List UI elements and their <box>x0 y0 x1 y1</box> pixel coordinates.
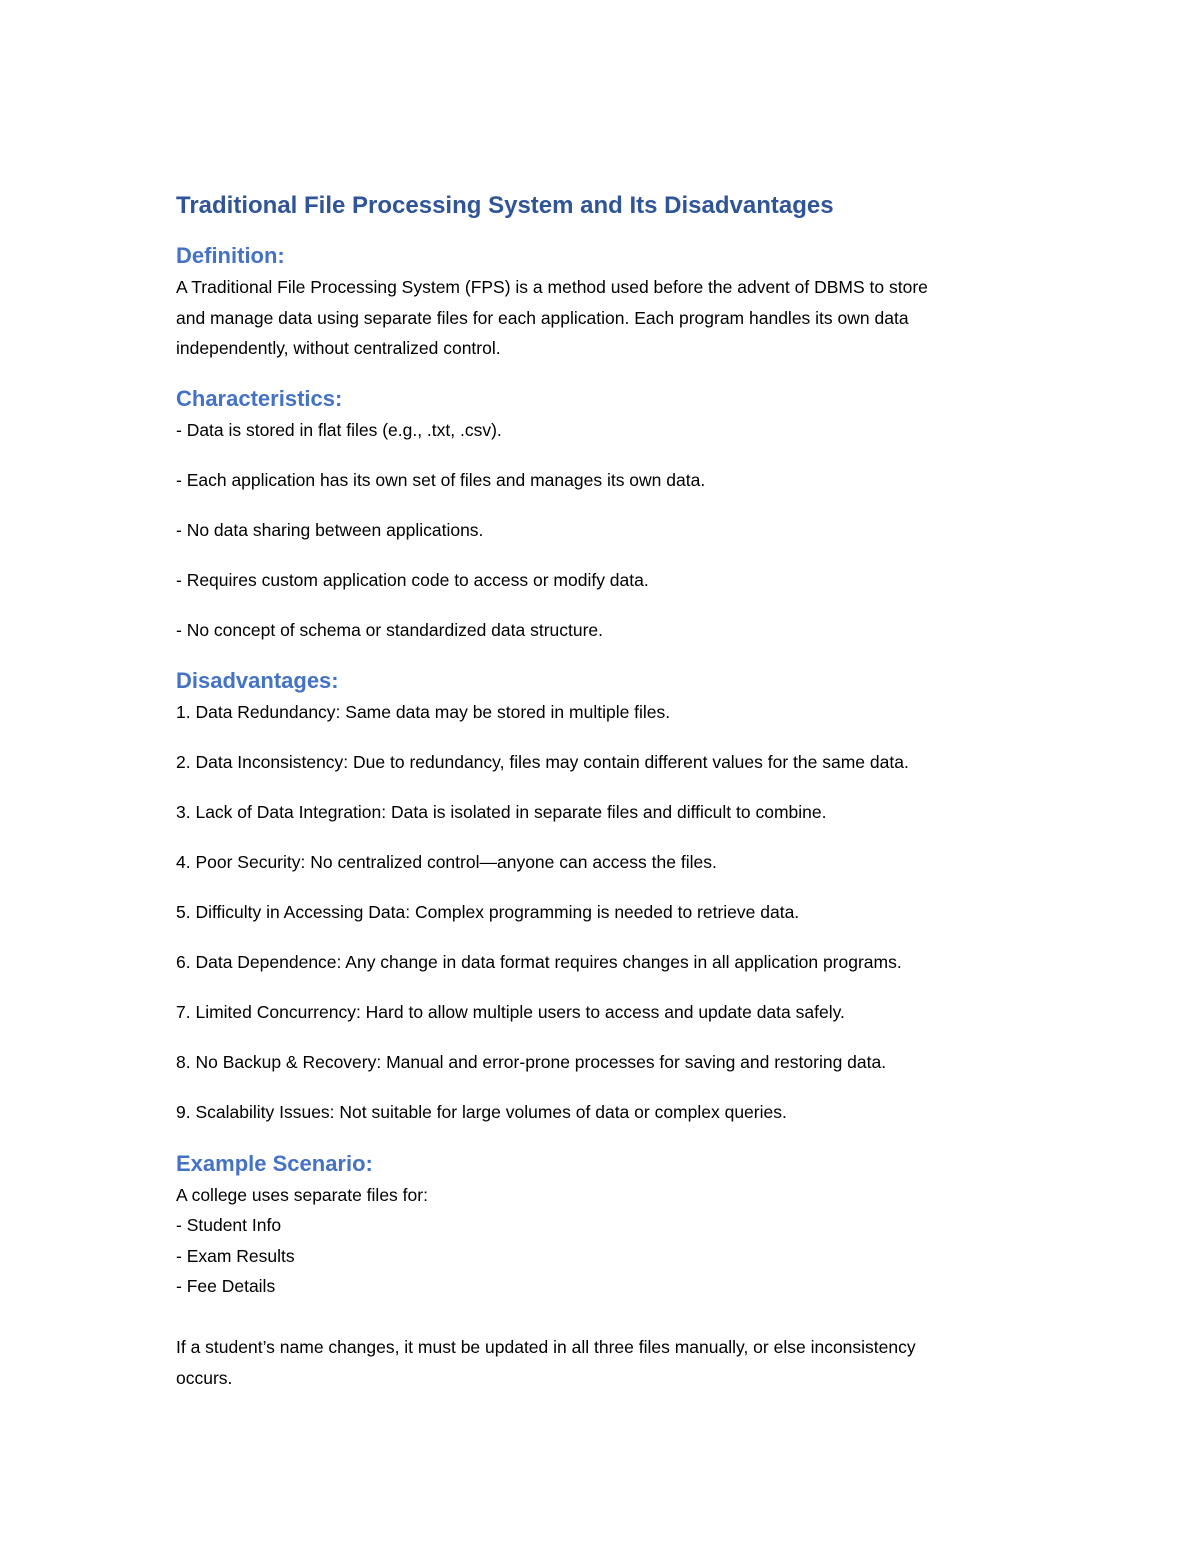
disadvantage-item: 2. Data Inconsistency: Due to redundancy, files may contain different values for the same data. <box>176 752 909 772</box>
characteristics-list <box>176 415 1036 646</box>
example-file-item: - Fee Details <box>176 1276 276 1296</box>
disadvantage-item: 4. Poor Security: No centralized control—anyone can access the files. <box>176 852 717 872</box>
example-conclusion-line: occurs. <box>176 1367 233 1388</box>
characteristic-item: - Each application has its own set of files and manages its own data. <box>176 469 706 490</box>
example-file-item: - Student Info <box>176 1215 282 1235</box>
example-file-item: - Exam Results <box>176 1245 295 1266</box>
characteristic-item: - Data is stored in flat files (e.g., .txt, .csv). <box>176 419 502 440</box>
definition-paragraph <box>176 272 1036 364</box>
definition-line: independently, without centralized control. <box>176 338 501 358</box>
disadvantage-item: 3. Lack of Data Integration: Data is isolated in separate files and difficult to combine. <box>176 802 827 822</box>
page-title: Traditional File Processing System and Its Disadvantages <box>176 192 834 219</box>
definition-heading: Definition: <box>176 243 285 268</box>
definition-line: A Traditional File Processing System (FPS) is a method used before the advent of DBMS to store <box>176 277 928 297</box>
document-body <box>176 188 1036 1393</box>
characteristic-item: - Requires custom application code to access or modify data. <box>176 569 649 590</box>
disadvantages-list <box>176 697 1036 1128</box>
example-heading: Example Scenario: <box>176 1150 373 1176</box>
example-body <box>176 1180 1036 1394</box>
example-conclusion-line: If a student’s name changes, it must be updated in all three files manually, or else inconsistency <box>176 1337 916 1357</box>
disadvantage-item: 5. Difficulty in Accessing Data: Complex programming is needed to retrieve data. <box>176 902 800 922</box>
disadvantage-item: 9. Scalability Issues: Not suitable for large volumes of data or complex queries. <box>176 1102 787 1122</box>
disadvantage-item: 7. Limited Concurrency: Hard to allow multiple users to access and update data safely. <box>176 1002 845 1022</box>
example-intro: A college uses separate files for: <box>176 1184 428 1205</box>
disadvantage-item: 1. Data Redundancy: Same data may be stored in multiple files. <box>176 702 671 722</box>
characteristic-item: - No data sharing between applications. <box>176 519 484 540</box>
characteristic-item: - No concept of schema or standardized data structure. <box>176 619 604 640</box>
disadvantage-item: 8. No Backup & Recovery: Manual and error-prone processes for saving and restoring data. <box>176 1052 887 1072</box>
definition-line: and manage data using separate files for each application. Each program handles its own data <box>176 307 909 328</box>
example-conclusion <box>176 1332 1036 1393</box>
disadvantage-item: 6. Data Dependence: Any change in data format requires changes in all application programs. <box>176 952 902 972</box>
characteristics-heading: Characteristics: <box>176 385 343 411</box>
disadvantages-heading: Disadvantages: <box>176 668 339 693</box>
